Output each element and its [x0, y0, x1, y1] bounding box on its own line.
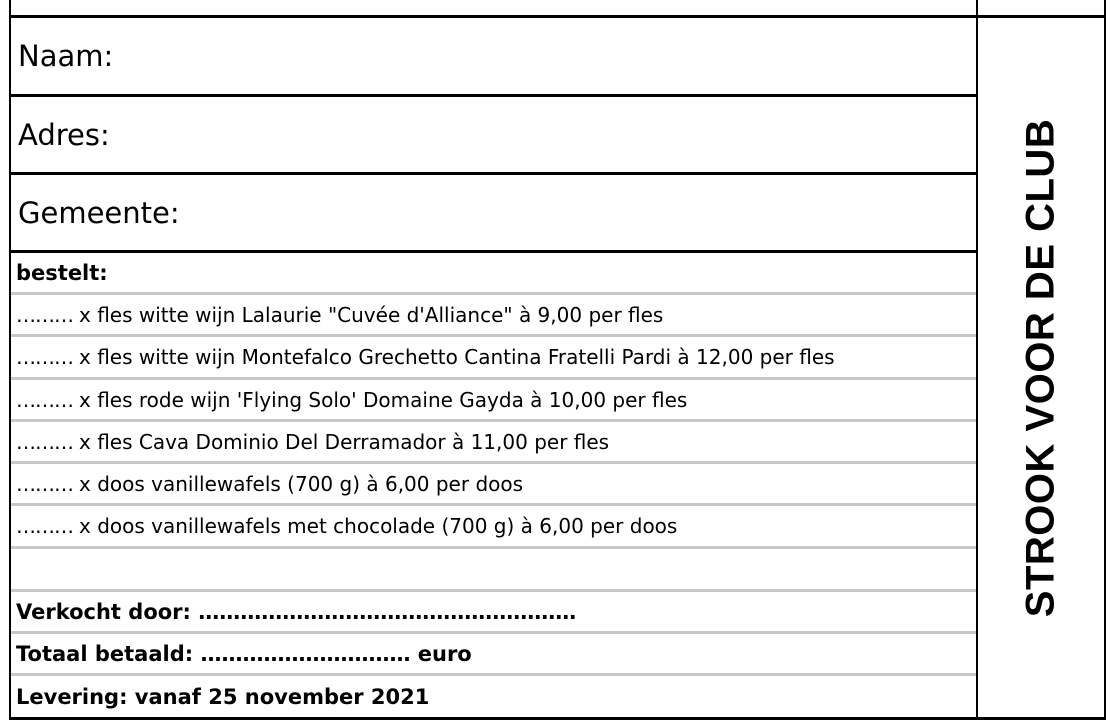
- top-strip: [9, 0, 978, 18]
- orders-header-row: [11, 253, 976, 295]
- sold-by-label: Verkocht door: ………………………………………………: [16, 599, 577, 624]
- quantity-blank[interactable]: ………: [16, 429, 73, 454]
- empty-row: [11, 549, 976, 592]
- order-form: [9, 18, 978, 720]
- delivery-row: [11, 676, 976, 717]
- top-strip-right: [978, 0, 1106, 18]
- club-strip-label: STROOK VOOR DE CLUB: [1018, 118, 1063, 617]
- orders-label: bestelt:: [16, 260, 108, 285]
- name-label: Naam:: [18, 39, 114, 73]
- quantity-blank[interactable]: ………: [16, 387, 73, 412]
- order-item-text: x doos vanillewafels (700 g) à 6,00 per doos: [79, 471, 524, 496]
- order-item-text: x doos vanillewafels met chocolade (700 g) à 6,00 per doos: [79, 514, 678, 538]
- order-item[interactable]: [11, 337, 976, 380]
- order-item[interactable]: [11, 295, 976, 337]
- address-row[interactable]: [11, 97, 976, 175]
- order-item-text: x fles Cava Dominio Del Derramador à 11,00 per fles: [79, 429, 610, 454]
- order-item[interactable]: [11, 464, 976, 506]
- order-item-text: x fles rode wijn 'Flying Solo' Domaine Gayda à 10,00 per fles: [79, 387, 688, 412]
- order-item[interactable]: [11, 422, 976, 464]
- sold-by-row[interactable]: [11, 592, 976, 634]
- order-item-text: x fles witte wijn Montefalco Grechetto Cantina Fratelli Pardi à 12,00 per fles: [79, 345, 835, 369]
- quantity-blank[interactable]: ………: [16, 345, 73, 369]
- address-label: Adres:: [18, 117, 110, 152]
- delivery-label: Levering: vanaf 25 november 2021: [16, 684, 430, 709]
- order-item-text: x fles witte wijn Lalaurie "Cuvée d'Alliance" à 9,00 per fles: [79, 302, 664, 327]
- club-strip: [978, 18, 1106, 720]
- total-paid-row[interactable]: [11, 634, 976, 676]
- order-item[interactable]: [11, 506, 976, 549]
- order-item[interactable]: [11, 380, 976, 422]
- quantity-blank[interactable]: ………: [16, 302, 73, 327]
- city-row[interactable]: [11, 175, 976, 253]
- city-label: Gemeente:: [18, 195, 180, 230]
- quantity-blank[interactable]: ………: [16, 471, 73, 496]
- quantity-blank[interactable]: ………: [16, 514, 73, 538]
- name-row[interactable]: [11, 18, 976, 97]
- total-paid-label: Totaal betaald: ………………………… euro: [16, 641, 472, 666]
